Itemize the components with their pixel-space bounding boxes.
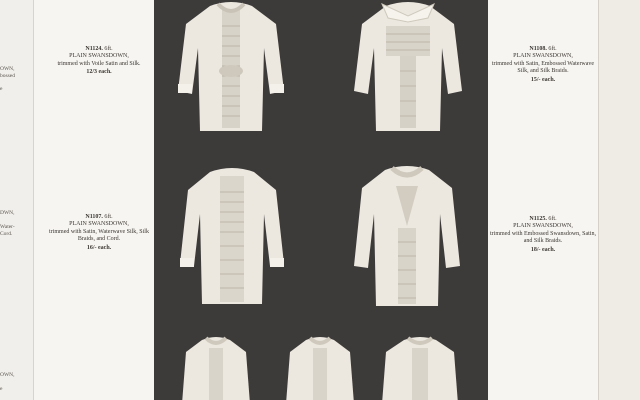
item-code: N1125. — [529, 216, 547, 222]
caption-n1125 — [488, 216, 598, 254]
edge-fragment: bossed — [0, 73, 15, 79]
edge-fragment: DWN, — [0, 210, 15, 216]
item-size: 6ft. — [104, 46, 113, 52]
jacket-figure — [176, 0, 286, 136]
garment-bottom-center — [284, 334, 356, 400]
garment-bottom-right — [380, 334, 460, 400]
edge-fragment: Cord. — [0, 231, 13, 237]
edge-fragment: e — [0, 86, 3, 92]
jacket-figure — [380, 334, 460, 400]
previous-page-edge — [0, 0, 34, 400]
edge-fragment: e — [0, 386, 3, 392]
item-size: 6ft. — [104, 214, 113, 220]
garment-n1107 — [178, 164, 286, 306]
item-description: trimmed with Satin, Embossed Waterwave Silk, and Silk Braids. — [491, 60, 595, 75]
next-page-edge — [598, 0, 640, 400]
catalogue-photograph — [154, 0, 488, 400]
item-style: PLAIN SWANSDOWN, — [69, 221, 129, 228]
item-code: N1107. — [85, 214, 103, 220]
caption-n1108 — [488, 46, 598, 84]
item-price: 15/- — [530, 76, 541, 83]
jacket-figure — [180, 334, 252, 400]
price-suffix: each. — [542, 246, 556, 253]
item-style: PLAIN SWANSDOWN, — [513, 53, 573, 60]
item-price: 12/3 — [86, 69, 97, 76]
garment-bottom-left — [180, 334, 252, 400]
caption-n1124 — [44, 46, 154, 77]
item-price: 18/- — [530, 246, 541, 253]
item-size: 6ft. — [548, 46, 557, 52]
garment-n1125 — [352, 162, 462, 308]
price-suffix: each. — [98, 244, 112, 251]
edge-fragment: OWN, — [0, 66, 15, 72]
item-code: N1124. — [85, 46, 103, 52]
item-style: PLAIN SWANSDOWN, — [69, 53, 129, 60]
item-size: 6ft. — [548, 216, 557, 222]
item-description: trimmed with Voile Satin and Silk. — [57, 60, 141, 67]
jacket-figure — [178, 164, 286, 306]
price-suffix: each. — [542, 76, 556, 83]
jacket-figure — [352, 162, 462, 308]
item-description: trimmed with Embossed Swansdown, Satin, and Silk Braids. — [490, 230, 596, 245]
caption-n1107 — [44, 214, 154, 252]
item-code: N1108. — [529, 46, 547, 52]
item-style: PLAIN SWANSDOWN, — [513, 223, 573, 230]
edge-fragment: Water- — [0, 224, 15, 230]
edge-fragment: OWN, — [0, 372, 15, 378]
garment-n1108 — [352, 0, 464, 136]
jacket-figure — [352, 0, 464, 136]
jacket-figure — [284, 334, 356, 400]
price-suffix: each. — [98, 69, 112, 76]
garment-n1124 — [176, 0, 286, 136]
item-price: 16/- — [86, 244, 97, 251]
item-description: trimmed with Satin, Waterwave Silk, Silk Braids, and Cord. — [49, 228, 149, 243]
